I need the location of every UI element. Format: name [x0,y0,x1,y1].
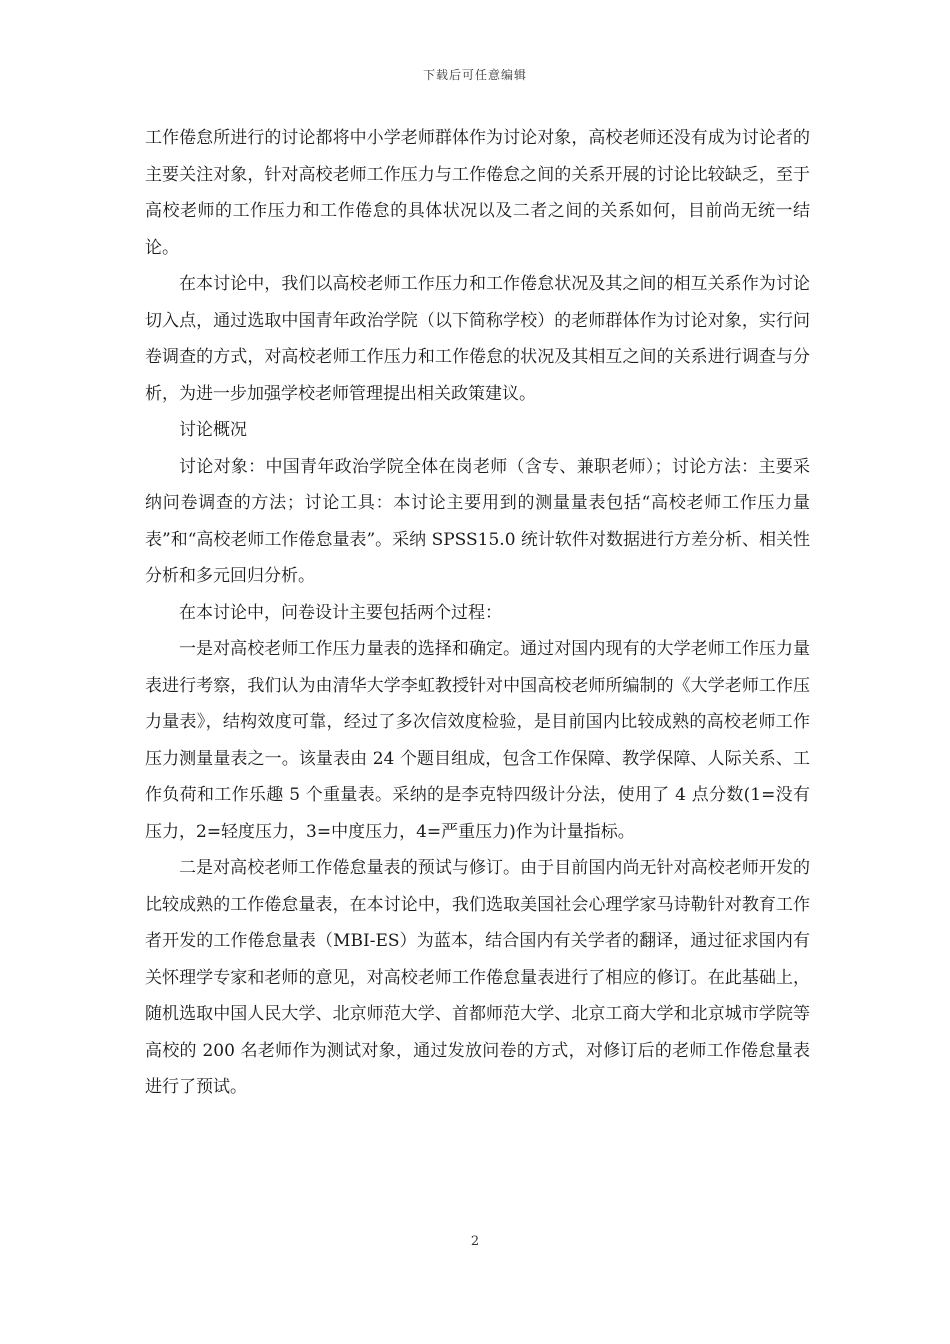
paragraph-research-focus: 在本讨论中，我们以高校老师工作压力和工作倦怠状况及其之间的相互关系作为讨论切入点，通过选取中国青年政治学院（以下简称学校）的老师群体作为讨论对象，实行问卷调查的方式，对高校老师工作压力和工作倦怠的状况及其相互之间的关系进行调查与分析，为进一步加强学校老师管理提出相关政策建议。 [145,274,810,404]
paragraph-burnout-scale: 二是对高校老师工作倦怠量表的预试与修订。由于目前国内尚无针对高校老师开发的比较成熟的工作倦怠量表，在本讨论中，我们选取美国社会心理学家马诗勒针对教育工作者开发的工作倦怠量表（MBI-ES）为蓝本，结合国内有关学者的翻译，通过征求国内有关怀理学专家和老师的意见，对高校老师工作倦怠量表进行了相应的修订。在此基础上，随机选取中国人民大学、北京师范大学、首都师范大学、北京工商大学和北京城市学院等高校的 200 名老师作为测试对象，通过发放问卷的方式，对修订后的老师工作倦怠量表进行了预试。 [145,858,810,1097]
paragraph-questionnaire-intro: 在本讨论中，问卷设计主要包括两个过程： [179,602,502,623]
section-heading-overview: 讨论概况 [179,420,247,440]
paragraph-stress-scale: 一是对高校老师工作压力量表的选择和确定。通过对国内现有的大学老师工作压力量表进行考察，我们认为由清华大学李虹教授针对中国高校老师所编制的《大学老师工作压力量表》，结构效度可靠，经过了多次信效度检验，是目前国内比较成熟的高校老师工作压力测量量表之一。该量表由 24 个题目组成，包含工作保障、教学保障、人际关系、工作负荷和工作乐趣 5 个重量表。采纳的是李克特四级计分法，使用了 4 点分数(1=没有压力，2=轻度压力，3=中度压力，4=严重压力)作为计量指标。 [145,639,810,842]
document-body [145,120,810,1106]
paragraph-continuation: 工作倦怠所进行的讨论都将中小学老师群体作为讨论对象，高校老师还没有成为讨论者的主要关注对象，针对高校老师工作压力与工作倦怠之间的关系开展的讨论比较缺乏，至于高校老师的工作压力和工作倦怠的具体状况以及二者之间的关系如何，目前尚无统一结论。 [145,128,810,258]
page-number: 2 [470,1234,480,1249]
page-header: 下载后可任意编辑 [422,68,527,82]
paragraph-research-object: 讨论对象：中国青年政治学院全体在岗老师（含专、兼职老师）；讨论方法：主要采纳问卷调查的方法；讨论工具：本讨论主要用到的测量量表包括“高校老师工作压力量表”和“高校老师工作倦怠量表”。采纳 SPSS15.0 统计软件对数据进行方差分析、相关性分析和多元回归分析。 [145,456,810,586]
